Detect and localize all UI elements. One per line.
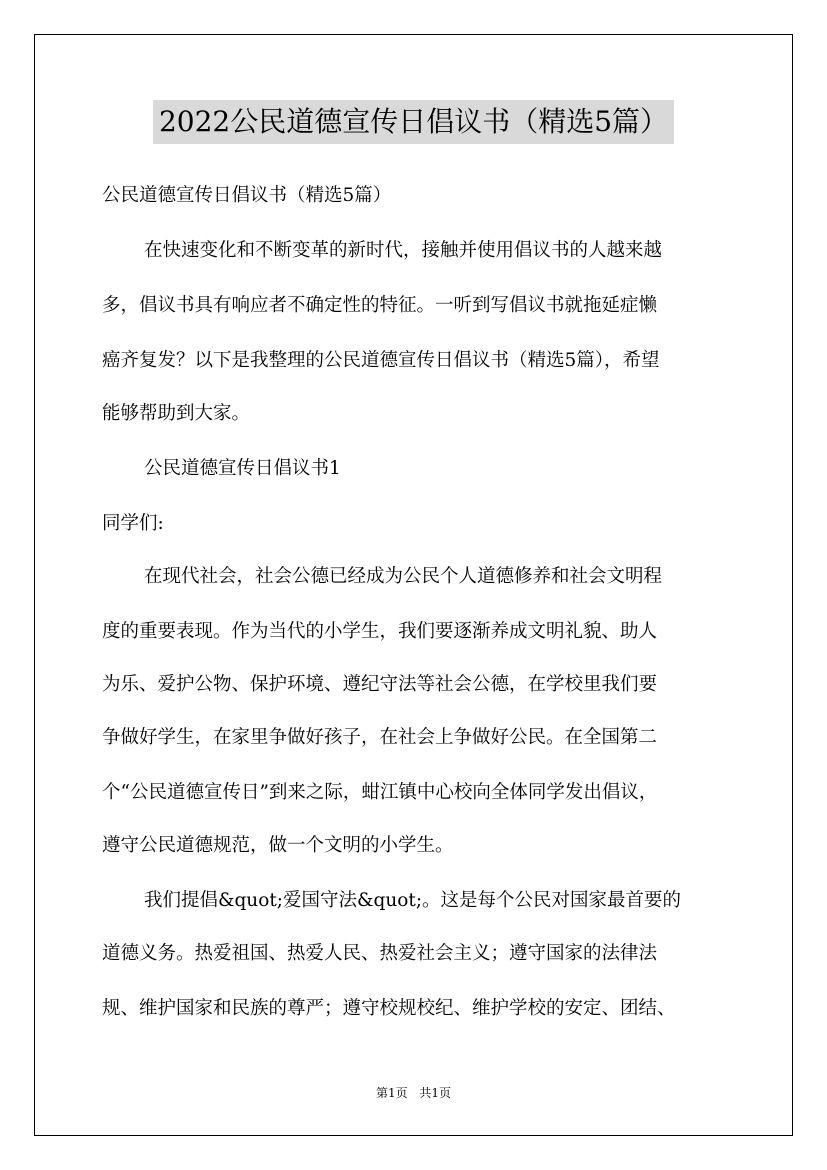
title-container xyxy=(0,100,827,144)
body-line: 在现代社会，社会公德已经成为公民个人道德修养和社会文明程 xyxy=(144,566,663,587)
body-line: 规、维护国家和民族的尊严；遵守校规校纪、维护学校的安定、团结、 xyxy=(102,998,676,1019)
body-line: 我们提倡&quot;爱国守法&quot;。这是每个公民对国家最首要的 xyxy=(144,890,682,911)
body-line: 度的重要表现。作为当代的小学生，我们要逐渐养成文明礼貌、助人 xyxy=(102,621,658,642)
body-line: 能够帮助到大家。 xyxy=(102,403,251,424)
subtitle-line: 公民道德宣传日倡议书（精选5篇） xyxy=(102,185,392,206)
salutation: 同学们: xyxy=(102,513,164,534)
body-line: 癌齐复发？以下是我整理的公民道德宣传日倡议书（精选5篇），希望 xyxy=(102,350,660,371)
page-total: 共1页 xyxy=(419,1086,452,1100)
body-line: 遵守公民道德规范，做一个文明的小学生。 xyxy=(102,835,454,856)
page-footer xyxy=(0,1084,827,1101)
section-heading: 公民道德宣传日倡议书1 xyxy=(144,458,341,479)
document-title: 2022公民道德宣传日倡议书（精选5篇） xyxy=(153,100,674,144)
body-line: 道德义务。热爱祖国、热爱人民、热爱社会主义；遵守国家的法律法 xyxy=(102,943,658,964)
body-line: 争做好学生，在家里争做好孩子，在社会上争做好公民。在全国第二 xyxy=(102,727,658,748)
body-line: 多，倡议书具有响应者不确定性的特征。一听到写倡议书就拖延症懒 xyxy=(102,295,658,316)
page-number: 第1页 xyxy=(375,1086,408,1100)
body-line: 在快速变化和不断变革的新时代，接触并使用倡议书的人越来越 xyxy=(144,240,663,261)
body-line: 为乐、爱护公物、保护环境、遵纪守法等社会公德，在学校里我们要 xyxy=(102,674,658,695)
body-line: 个“公民道德宣传日”到来之际，蚶江镇中心校向全体同学发出倡议， xyxy=(102,782,658,803)
